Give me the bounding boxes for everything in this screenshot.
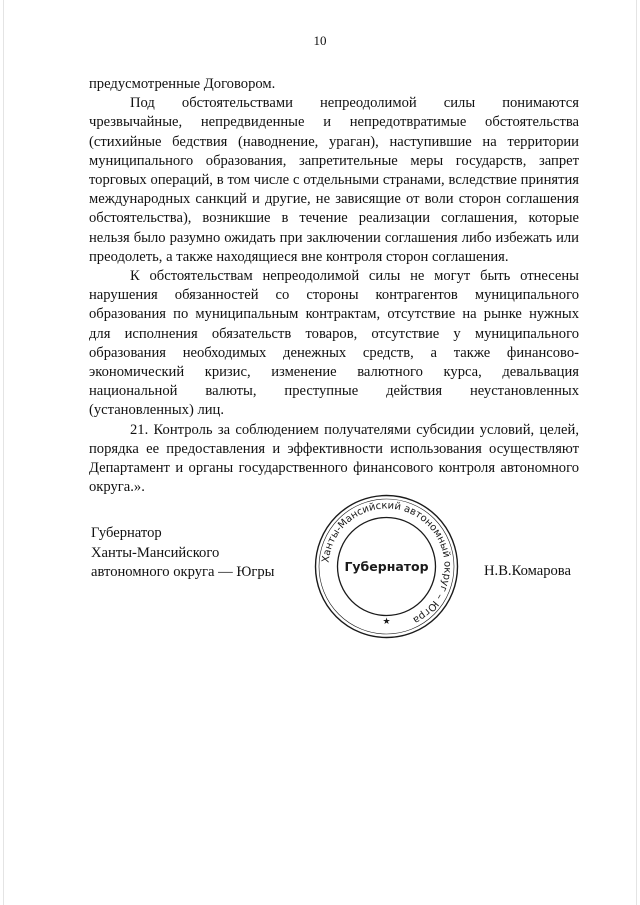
seal-center-text: Губернатор: [344, 559, 429, 574]
paragraph-continuation: предусмотренные Договором.: [89, 76, 276, 92]
signatory-title-line: Губернатор: [91, 525, 162, 541]
seal-star-icon: ★: [382, 617, 391, 627]
scan-edge-right: [636, 0, 637, 905]
signatory-title-line: Ханты-Мансийского: [91, 544, 220, 561]
seal-ring-text: Ханты-Мансийский автономный округ – Югра: [320, 500, 453, 626]
signatory-name: Н.В.Комарова: [484, 563, 571, 579]
paragraph-force-majeure-exclusions: К обстоятельствам непреодолимой силы не могут быть отнесены нарушения обязанностей со стороны контрагентов муниципального образования по муниципальным контрактам, отсутствие на рынке нужных для исполнения обязательств товаров, отсутствие у муниципального образования необходимых денежных средств, а также финансово-экономический кризис, изменение валютного курса, девальвация национальной валюты, преступные действия неустановленных (установленных) лиц.: [89, 268, 579, 419]
signatory-title-line: автономного округа — Югры: [91, 564, 275, 580]
page-number: 10: [313, 33, 327, 48]
official-seal: [313, 493, 460, 640]
paragraph-force-majeure-definition: Под обстоятельствами непреодолимой силы понимаются чрезвычайные, непредвиденные и непредотвратимые обстоятельства (стихийные бедствия (наводнение, ураган), наступившие на территории муниципального образования, запретительные меры государств, запрет торговых операций, в том числе с отдельными странами, вследствие принятия международных санкций и другие, не зависящие от воли сторон соглашения обстоятельства), возникшие в течение реализации соглашения, которые нельзя было разумно ожидать при заключении соглашения либо избежать или преодолеть, а также находящиеся вне контроля сторон соглашения.: [89, 95, 579, 265]
paragraph-clause-21: 21. Контроль за соблюдением получателями субсидии условий, целей, порядка ее предоставления и эффективности использования осуществляют Департамент и органы государственного финансового контроля автономного округа.».: [89, 421, 579, 496]
document-body: [89, 75, 579, 497]
scan-edge-left: [3, 0, 4, 905]
signatory-title: [91, 524, 274, 583]
